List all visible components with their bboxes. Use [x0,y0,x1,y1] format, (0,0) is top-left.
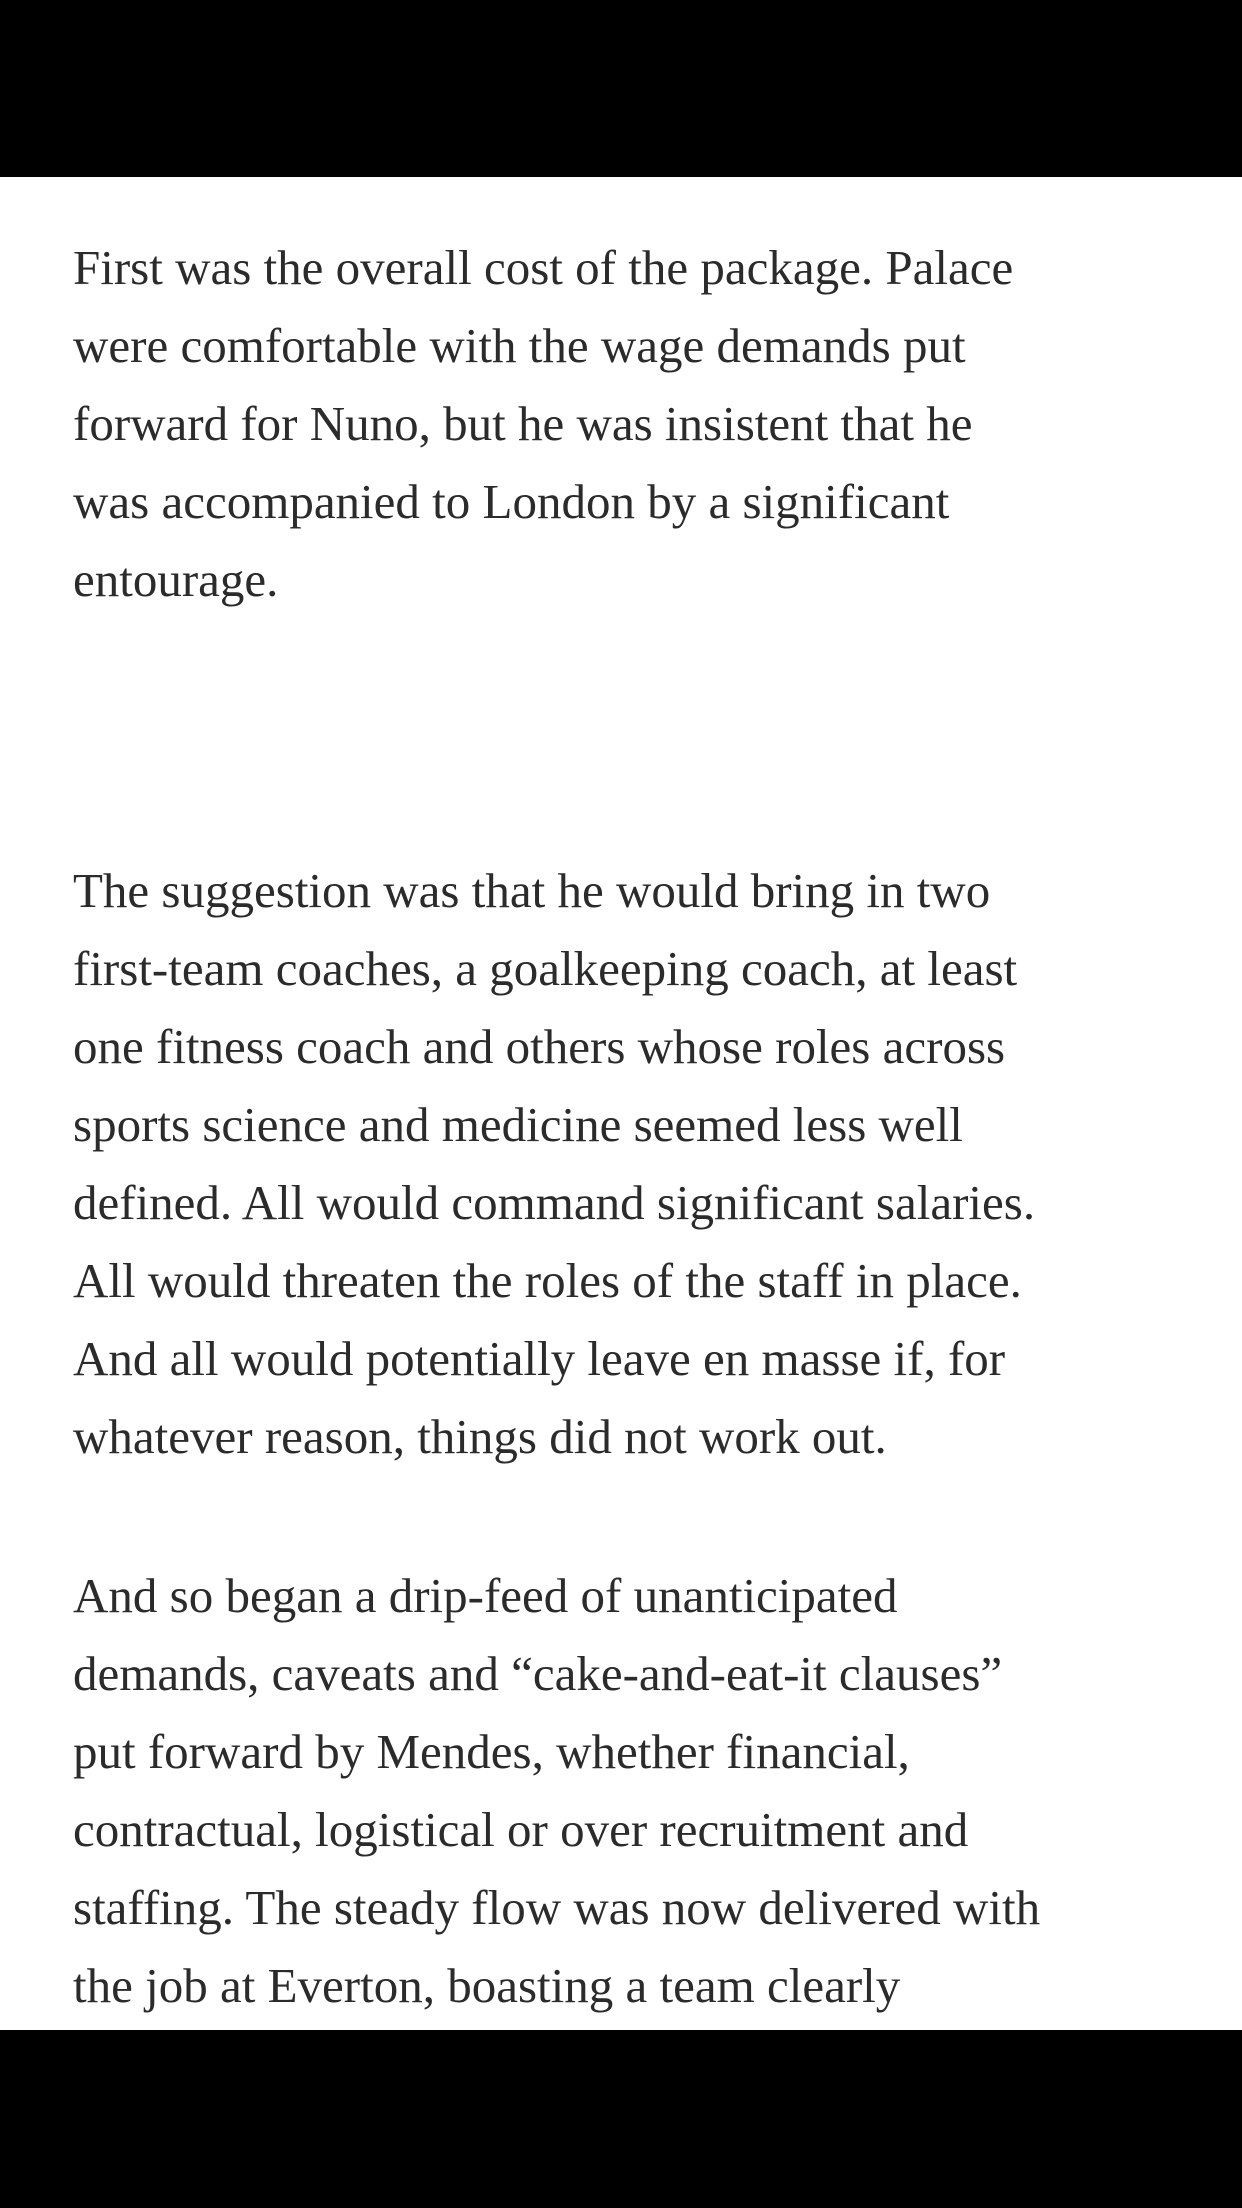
text-line: defined. All would command significant salaries. [73,1175,1036,1230]
text-line: staffing. The steady flow was now delivered with [73,1880,1041,1935]
text-line: whatever reason, things did not work out. [73,1409,887,1464]
paragraph-2 [73,852,1035,1476]
text-line: demands, caveats and “cake-and-eat-it clauses” [73,1646,1003,1701]
text-line: sports science and medicine seemed less well [73,1097,963,1152]
paragraph-1 [73,229,1013,619]
text-line: one fitness coach and others whose roles across [73,1019,1006,1074]
text-line: were comfortable with the wage demands put [73,318,966,373]
text-line: All would threaten the roles of the staff in place. [73,1253,1022,1308]
text-line: the job at Everton, boasting a team clearly [73,1958,901,2013]
text-line: put forward by Mendes, whether financial, [73,1724,910,1779]
bottom-black-bar [0,2030,1242,2208]
text-line: contractual, logistical or over recruitment and [73,1802,969,1857]
top-black-bar [0,0,1242,177]
text-line: forward for Nuno, but he was insistent that he [73,396,973,451]
text-line: first-team coaches, a goalkeeping coach, at least [73,941,1018,996]
text-line: And all would potentially leave en masse if, for [73,1331,1006,1386]
article-text-area[interactable] [0,177,1242,2030]
text-line: was accompanied to London by a significant [73,474,950,529]
text-line: First was the overall cost of the package. Palace [73,240,1014,295]
text-line: entourage. [73,552,279,607]
text-line: The suggestion was that he would bring in two [73,863,991,918]
text-line: And so began a drip-feed of unanticipated [73,1568,898,1623]
